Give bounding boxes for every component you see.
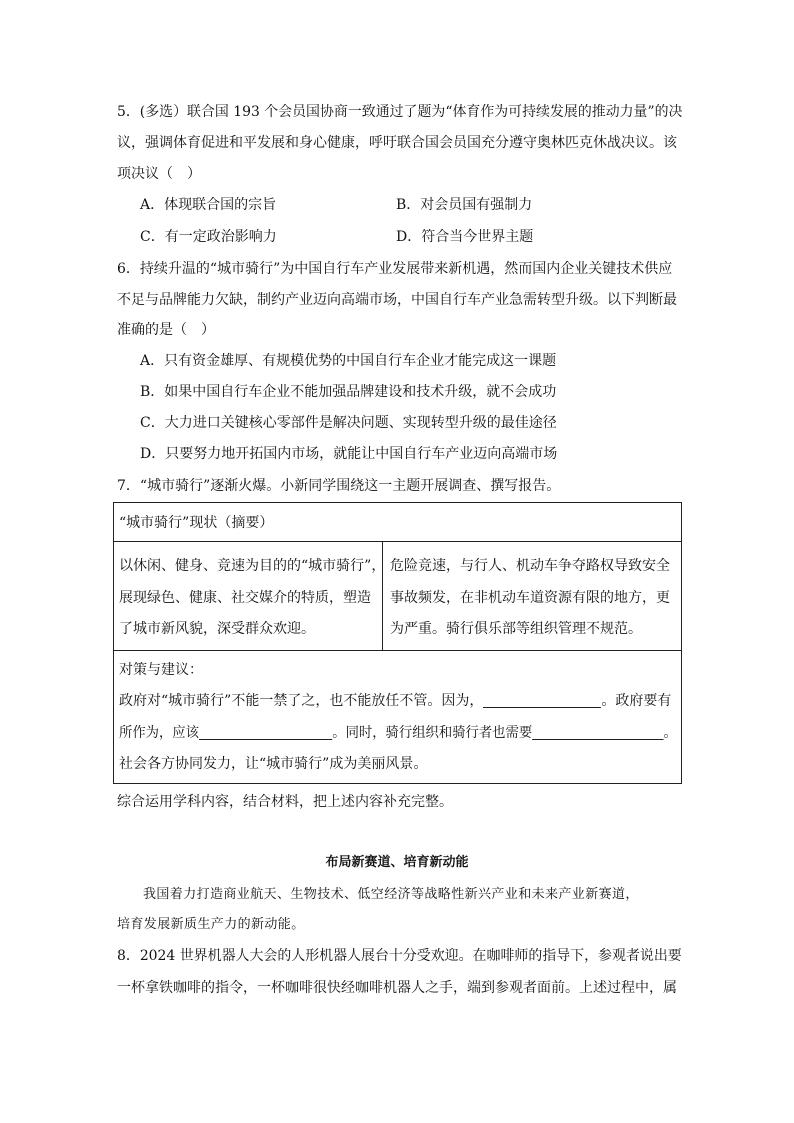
q6-stem-line-2: 不足与品牌能力欠缺，制约产业迈向高端市场，中国自行车产业急需转型升级。以下判断最 [117,292,677,308]
answer-blank-3[interactable] [532,725,663,740]
answer-blank-2[interactable] [199,725,332,740]
advice-text: 政府对“城市骑行”不能一禁了之，也不能放任不管。因为， [119,693,484,709]
advice-line-3: 社会各方协同发力，让“城市骑行”成为美丽风景。 [119,756,428,772]
advice-text: 所作为，应该 [119,725,199,741]
section-heading: 布局新赛道、培育新动能 [325,855,469,870]
q8-stem-line-2: 一杯拿铁咖啡的指令，一杯咖啡很快经咖啡机器人之手，端到参观者面前。上述过程中，属 [117,980,677,996]
table-left-line-2: 展现绿色、健康、社交媒介的特质，塑造 [119,590,371,606]
table-left-line-3: 了城市新风貌，深受群众欢迎。 [119,621,315,637]
q5-option-b: B．对会员国有强制力 [396,197,533,213]
q5-stem-line-3: 项决议（ ） [117,166,201,182]
section-intro-line-1: 我国着力打造商业航天、生物技术、低空经济等战略性新兴产业和未来产业新赛道， [143,887,639,902]
advice-text: 。同时，骑行组织和骑行者也需要 [332,725,533,741]
advice-line-2 [119,724,677,742]
q6-option-d: D．只要努力地开拓国内市场，就能让中国自行车产业迈向高端市场 [140,446,558,462]
q7-stem: 7．“城市骑行”逐渐火爆。小新同学围绕这一主题开展调查、撰写报告。 [117,478,561,494]
q7-instruction: 综合运用学科内容，结合材料，把上述内容补充完整。 [117,794,453,810]
table-divider [114,541,681,542]
q8-stem-line-1: 8．2024 世界机器人大会的人形机器人展台十分受欢迎。在咖啡师的指导下，参观者说出要 [117,948,682,964]
table-right-line-3: 为严重。骑行俱乐部等组织管理不规范。 [390,621,642,637]
section-intro-line-2: 培育发展新质生产力的新动能。 [117,917,305,932]
table-left-line-1: 以休闲、健身、竞速为目的的“城市骑行”， [119,558,386,574]
q5-option-d: D．符合当今世界主题 [396,229,534,245]
advice-text: 。 [663,725,677,741]
table-header: “城市骑行”现状（摘要） [119,515,274,531]
q5-option-c: C．有一定政治影响力 [140,229,277,245]
advice-line-1 [119,692,671,710]
table-right-line-2: 事故频发，在非机动车道资源有限的地方，更 [390,590,670,606]
advice-text: 。政府要有 [601,693,672,709]
advice-title: 对策与建议： [119,662,203,678]
q5-option-a: A．体现联合国的宗旨 [140,197,277,213]
q7-table [113,502,682,784]
q6-option-b: B．如果中国自行车企业不能加强品牌建设和技术升级，就不会成功 [140,384,557,400]
answer-blank-1[interactable] [483,693,601,708]
table-divider [114,650,681,651]
q6-stem-line-3: 准确的是（ ） [117,322,215,338]
q6-option-c: C．大力进口关键核心零部件是解决问题、实现转型升级的最佳途径 [140,415,557,431]
q6-option-a: A．只有资金雄厚、有规模优势的中国自行车企业才能完成这一课题 [140,353,557,369]
q5-stem-line-2: 议，强调体育促进和平发展和身心健康，呼吁联合国会员国充分遵守奥林匹克休战决议。该 [117,135,677,151]
q5-stem-line-1: 5．(多选）联合国 193 个会员国协商一致通过了题为“体育作为可持续发展的推动力量”的决 [117,104,683,120]
q6-stem-line-1: 6．持续升温的“城市骑行”为中国自行车产业发展带来新机遇，然而国内企业关键技术供应 [117,261,673,277]
table-right-line-1: 危险竞速，与行人、机动车争夺路权导致安全 [390,558,670,574]
